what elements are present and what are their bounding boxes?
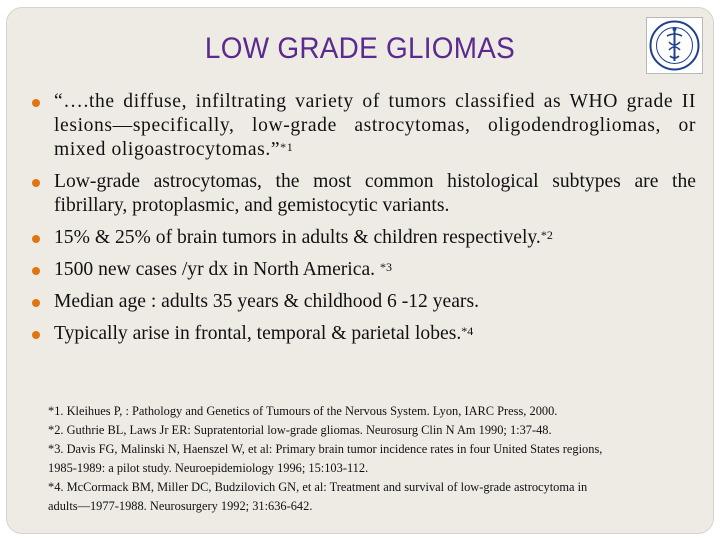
bullet-dot: [32, 179, 40, 187]
bullet-item: [30, 290, 696, 314]
bullet-item: [30, 90, 696, 162]
bullet-item: [30, 322, 696, 346]
bullet-list: [30, 90, 696, 354]
bullet-item: [30, 170, 696, 218]
bullet-footnote-mark: *1: [280, 140, 294, 154]
bullet-footnote-mark: *2: [540, 228, 553, 242]
bullet-text: Median age : adults 35 years & childhood 6 -12 years.: [54, 291, 479, 312]
bullet-item: [30, 258, 696, 282]
bullet-dot: [32, 235, 40, 243]
bullet-text: 15% & 25% of brain tumors in adults & children respectively.: [54, 227, 541, 248]
bullet-item: [30, 226, 696, 250]
bullet-dot: [32, 299, 40, 307]
bullet-footnote-mark: *4: [461, 324, 474, 338]
bullet-dot: [32, 99, 40, 107]
slide-title: LOW GRADE GLIOMAS: [204, 32, 516, 65]
institution-emblem-icon: [646, 17, 703, 74]
reference-line: *2. Guthrie BL, Laws Jr ER: Supratentorial low-grade gliomas. Neurosurg Clin N Am 1990; 1:37-48.: [48, 423, 552, 437]
bullet-dot: [32, 331, 40, 339]
reference-line: *3. Davis FG, Malinski N, Haenszel W, et al: Primary brain tumor incidence rates in four United States regions,: [48, 442, 603, 456]
reference-line: 1985-1989: a pilot study. Neuroepidemiology 1996; 15:103-112.: [48, 461, 369, 475]
references: [48, 402, 698, 516]
reference-line: adults—1977-1988. Neurosurgery 1992; 31:636-642.: [48, 499, 313, 513]
bullet-text: Typically arise in frontal, temporal & parietal lobes.: [54, 323, 462, 344]
bullet-text: Low-grade astrocytomas, the most common histological subtypes are the fibrillary, protoplasmic, and gemistocytic variants.: [54, 171, 696, 216]
bullet-dot: [32, 267, 40, 275]
reference-line: *4. McCormack BM, Miller DC, Budzilovich GN, et al: Treatment and survival of low-grade astrocytoma in: [48, 480, 588, 494]
reference-line: *1. Kleihues P, : Pathology and Genetics of Tumours of the Nervous System. Lyon, IARC Press, 2000.: [48, 404, 558, 418]
bullet-text: 1500 new cases /yr dx in North America.: [54, 259, 380, 280]
bullet-text: “….the diffuse, infiltrating variety of tumors classified as WHO grade II lesions—specifically, low-grade astrocytomas, oligodendrogliomas, or mixed oligoastrocytomas.”: [54, 91, 696, 160]
bullet-footnote-mark: *3: [379, 260, 392, 274]
